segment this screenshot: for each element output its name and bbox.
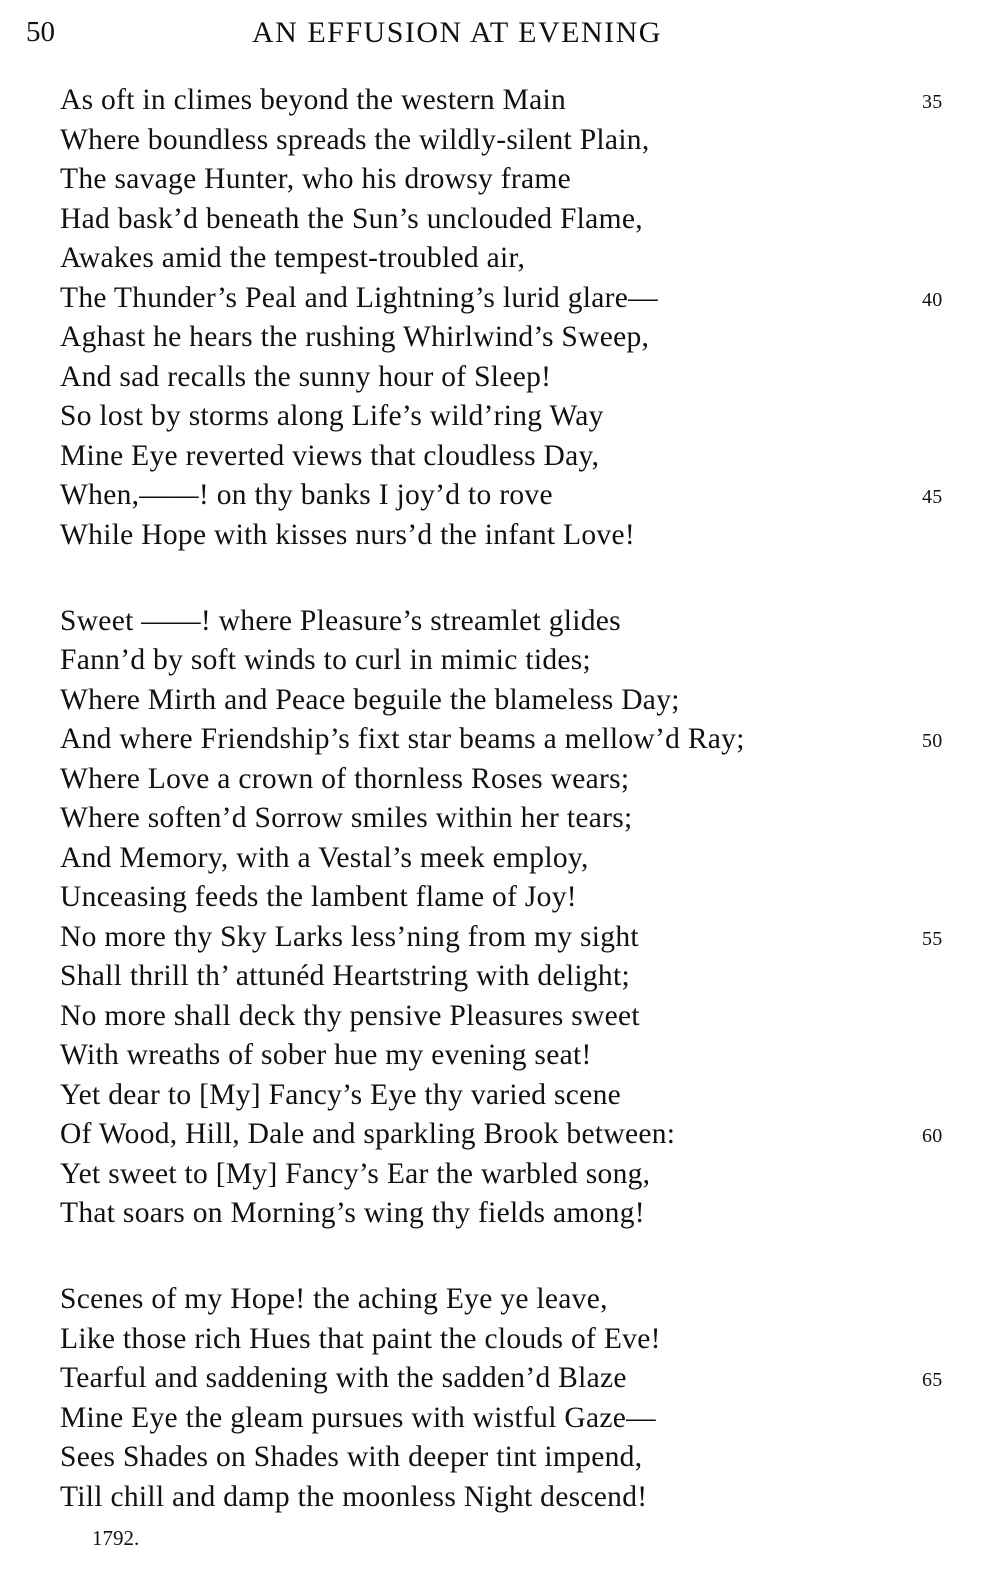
verse-line [60, 878, 960, 918]
verse-line [60, 1320, 960, 1360]
verse-line [60, 1036, 960, 1076]
verse-text: Like those rich Hues that paint the clouds of Eve! [60, 1322, 661, 1355]
verse-text: The Thunder’s Peal and Lightning’s lurid glare— [60, 281, 658, 314]
verse-line [60, 476, 960, 516]
verse-line [60, 1076, 960, 1116]
verse-line [60, 239, 960, 279]
verse-text: Awakes amid the tempest-troubled air, [60, 242, 526, 274]
verse-text: Of Wood, Hill, Dale and sparkling Brook between: [60, 1118, 676, 1150]
verse-line [60, 957, 960, 997]
line-number: 50 [922, 730, 943, 752]
poem-body [60, 81, 960, 1564]
verse-line [60, 641, 960, 681]
verse-line [60, 81, 960, 121]
verse-line [60, 1194, 960, 1234]
line-number: 45 [922, 486, 943, 508]
verse-line [60, 1359, 960, 1399]
verse-text: Yet sweet to [My] Fancy’s Ear the warbled song, [60, 1157, 651, 1190]
line-number: 55 [922, 927, 943, 950]
verse-text: Shall thrill th’ attunéd Heartstring with delight; [60, 960, 630, 992]
verse-line [60, 839, 960, 879]
verse-text: Till chill and damp the moonless Night descend! [60, 1480, 648, 1513]
verse-line [60, 1399, 960, 1439]
verse-text: Mine Eye reverted views that cloudless Day, [60, 439, 600, 472]
poem-date: 1792. [92, 1526, 140, 1550]
verse-text: And Memory, with a Vestal’s meek employ, [60, 841, 589, 874]
verse-line [60, 1438, 960, 1478]
verse-line [60, 121, 960, 161]
verse-text: As oft in climes beyond the western Main [60, 84, 567, 116]
stanza [60, 602, 960, 1234]
verse-line [60, 397, 960, 437]
verse-text: Where Mirth and Peace beguile the blameless Day; [60, 683, 680, 716]
stanza [60, 1280, 960, 1517]
verse-text: So lost by storms along Life’s wild’ring Way [60, 400, 604, 432]
verse-line [60, 602, 960, 642]
verse-text: Where Love a crown of thornless Roses wears; [60, 762, 630, 795]
verse-line [60, 997, 960, 1037]
verse-text: And where Friendship’s fixt star beams a mellow’d Ray; [60, 723, 745, 755]
verse-text: Sweet ——! where Pleasure’s streamlet glides [60, 604, 621, 637]
line-number: 35 [922, 91, 943, 113]
verse-text: Yet dear to [My] Fancy’s Eye thy varied scene [60, 1078, 622, 1111]
verse-text: Fann’d by soft winds to curl in mimic tides; [60, 644, 592, 676]
verse-line [60, 1280, 960, 1320]
verse-line [60, 160, 960, 200]
verse-line [60, 279, 960, 319]
verse-line [60, 918, 960, 958]
verse-line [60, 1155, 960, 1195]
verse-text: The savage Hunter, who his drowsy frame [60, 163, 572, 195]
verse-line [60, 681, 960, 721]
verse-text: While Hope with kisses nurs’d the infant Love! [60, 518, 635, 551]
page-number: 50 [26, 16, 55, 48]
stanza [60, 81, 960, 555]
verse-line [60, 1478, 960, 1518]
verse-text: Scenes of my Hope! the aching Eye ye leave, [60, 1283, 608, 1315]
verse-text: Where soften’d Sorrow smiles within her tears; [60, 802, 633, 834]
verse-line [60, 318, 960, 358]
verse-line [60, 358, 960, 398]
verse-text: And sad recalls the sunny hour of Sleep! [60, 360, 552, 393]
verse-text: Mine Eye the gleam pursues with wistful Gaze— [60, 1401, 656, 1434]
verse-line [60, 437, 960, 477]
line-number: 40 [922, 288, 943, 311]
verse-line [60, 516, 960, 556]
verse-text: No more thy Sky Larks less’ning from my sight [60, 920, 639, 953]
verse-text: Had bask’d beneath the Sun’s unclouded Flame, [60, 202, 643, 235]
verse-line [60, 720, 960, 760]
line-number: 65 [922, 1369, 943, 1391]
verse-line [60, 760, 960, 800]
verse-text: No more shall deck thy pensive Pleasures sweet [60, 999, 640, 1032]
verse-line [60, 200, 960, 240]
running-title: AN EFFUSION AT EVENING [252, 16, 662, 49]
verse-text: When,——! on thy banks I joy’d to rove [60, 479, 553, 511]
verse-text: With wreaths of sober hue my evening seat! [60, 1039, 592, 1071]
verse-text: Tearful and saddening with the sadden’d Blaze [60, 1362, 627, 1394]
verse-text: Aghast he hears the rushing Whirlwind’s Sweep, [60, 321, 650, 353]
verse-text: Sees Shades on Shades with deeper tint impend, [60, 1441, 643, 1473]
line-number: 60 [922, 1125, 943, 1147]
verse-text: That soars on Morning’s wing thy fields among! [60, 1197, 645, 1229]
verse-text: Where boundless spreads the wildly-silent Plain, [60, 123, 650, 156]
verse-line [60, 799, 960, 839]
verse-line [60, 1115, 960, 1155]
verse-text: Unceasing feeds the lambent flame of Joy! [60, 881, 577, 913]
